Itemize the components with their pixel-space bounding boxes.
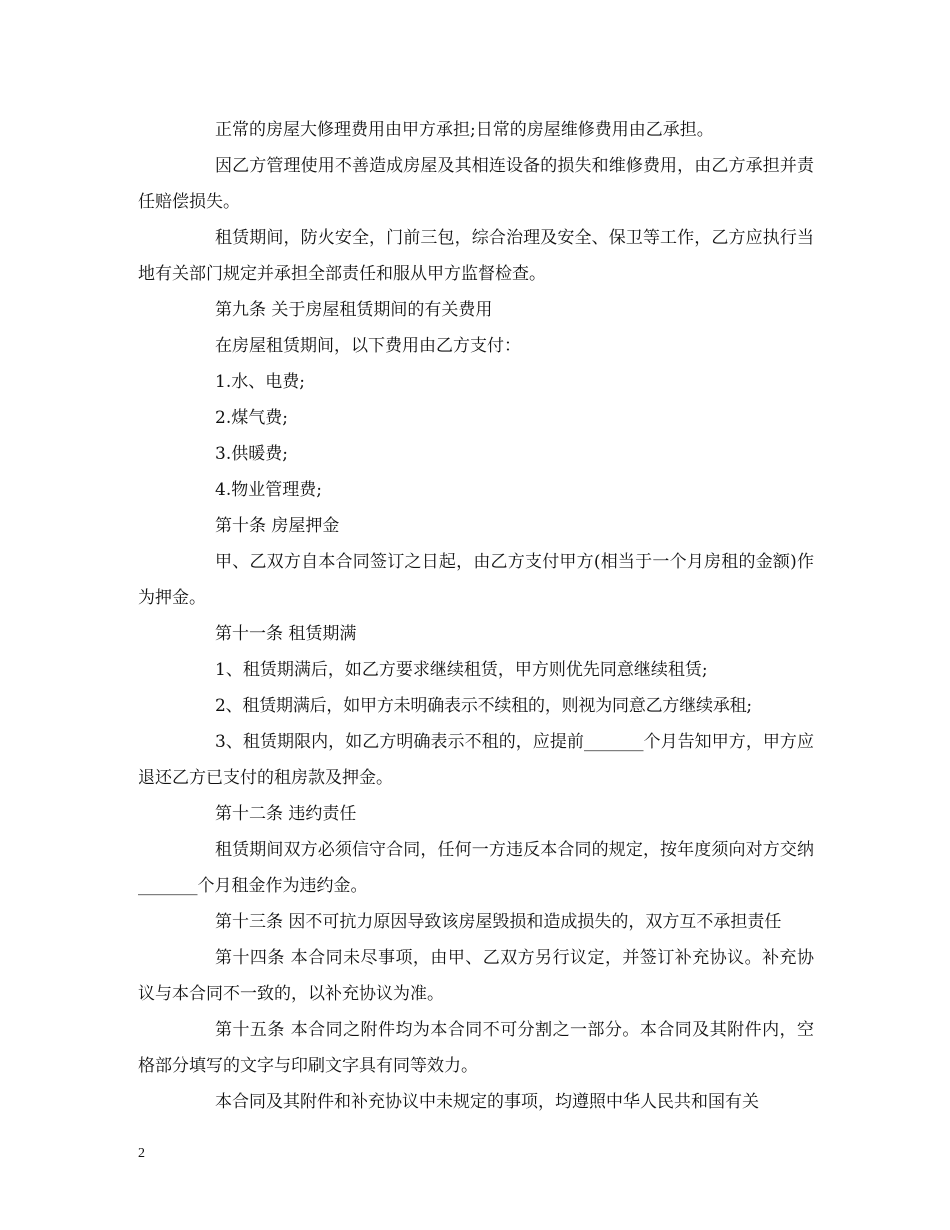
list-item-heating: 3.供暖费; (215, 444, 288, 464)
article-11-heading: 第十一条 租赁期满 (215, 624, 357, 644)
paragraph-deposit: 甲、乙双方自本合同签订之日起，由乙方支付甲方(相当于一个月房租的金额)作为押金。 (138, 552, 814, 608)
list-item-gas: 2.煤气费; (215, 408, 288, 428)
list-item-property-management: 4.物业管理费; (215, 480, 322, 500)
paragraph-governing-law: 本合同及其附件和补充协议中未规定的事项，均遵照中华人民共和国有关 (215, 1092, 759, 1112)
paragraph-breach-penalty: 租赁期间双方必须信守合同，任何一方违反本合同的规定，按年度须向对方交纳_______个月租金作为违约金。 (138, 840, 814, 896)
article-9-heading: 第九条 关于房屋租赁期间的有关费用 (215, 300, 493, 320)
list-item-auto-renewal: 2、租赁期满后，如甲方未明确表示不续租的，则视为同意乙方继续承租; (215, 696, 752, 716)
document-body (138, 112, 814, 1120)
paragraph-damage-liability: 因乙方管理使用不善造成房屋及其相连设备的损失和维修费用，由乙方承担并责任赔偿损失。 (138, 156, 814, 212)
list-item-utilities: 1.水、电费; (215, 372, 305, 392)
article-14-supplementary: 第十四条 本合同未尽事项，由甲、乙双方另行议定，并签订补充协议。补充协议与本合同不一致的，以补充协议为准。 (138, 948, 814, 1004)
article-13-force-majeure: 第十三条 因不可抗力原因导致该房屋毁损和造成损失的，双方互不承担责任 (215, 912, 782, 932)
paragraph-safety-duties: 租赁期间，防火安全，门前三包，综合治理及安全、保卫等工作，乙方应执行当地有关部门规定并承担全部责任和服从甲方监督检查。 (138, 228, 814, 284)
article-12-heading: 第十二条 违约责任 (215, 804, 357, 824)
paragraph-repair-costs: 正常的房屋大修理费用由甲方承担;日常的房屋维修费用由乙承担。 (215, 120, 714, 140)
list-item-early-termination: 3、租赁期限内，如乙方明确表示不租的，应提前_______个月告知甲方，甲方应退还乙方已支付的租房款及押金。 (138, 732, 814, 788)
page-number: 2 (138, 1146, 145, 1161)
article-10-heading: 第十条 房屋押金 (215, 516, 340, 536)
list-item-renewal-priority: 1、租赁期满后，如乙方要求继续租赁，甲方则优先同意继续租赁; (215, 660, 708, 680)
article-15-attachments: 第十五条 本合同之附件均为本合同不可分割之一部分。本合同及其附件内，空格部分填写的文字与印刷文字具有同等效力。 (138, 1020, 814, 1076)
paragraph-fees-intro: 在房屋租赁期间，以下费用由乙方支付： (215, 336, 521, 356)
